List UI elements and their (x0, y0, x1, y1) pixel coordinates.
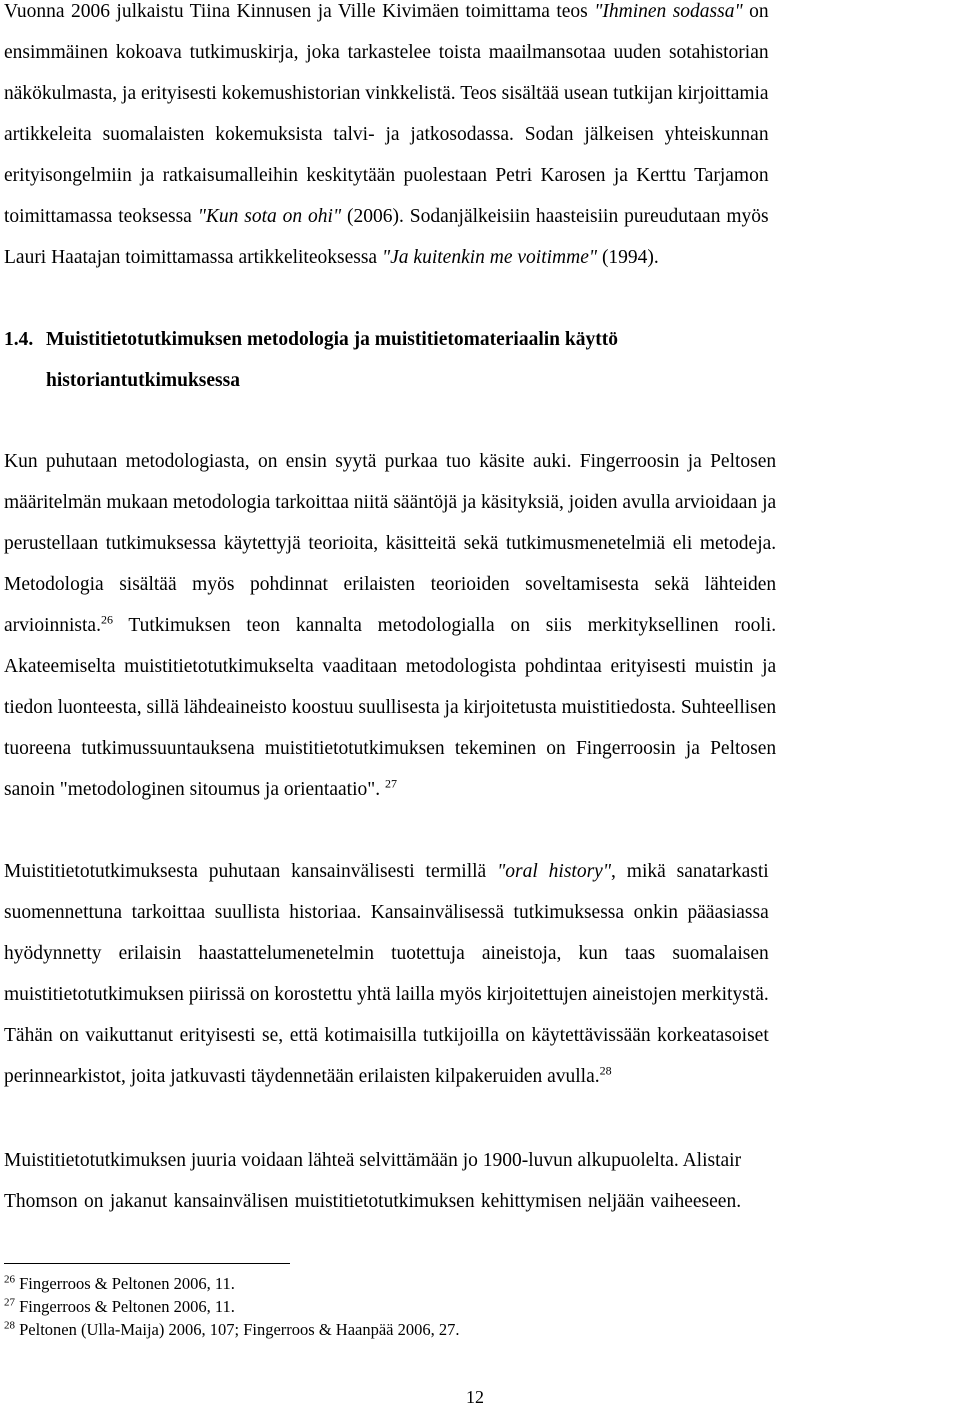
text-line: Akateemiselta muistitietotutkimukselta vaaditaan metodologista pohdintaa erityisesti muistin ja (4, 656, 777, 677)
footnote-ref[interactable]: 28 (599, 1063, 612, 1078)
text-line: ensimmäinen kokoava tutkimuskirja, joka tarkastelee toista maailmansotaa uuden sotahistorian (4, 42, 769, 63)
footnote-divider (4, 1263, 290, 1264)
paragraph-methodology (4, 441, 776, 810)
text-line: tiedon luonteesta, sillä lähdeaineisto koostuu suullisesta ja kirjoitetusta muistitiedosta. Suhteellisen (4, 697, 777, 718)
text-line: arvioinnista.$^{26}$ Tutkimuksen teon kannalta metodologialla on siis merkityksellinen rooli. (4, 612, 777, 636)
text-line: perustellaan tutkimuksessa käytettyjä teorioita, käsitteitä sekä tutkimusmenetelmiä eli metodeja. (4, 533, 777, 554)
text-line: perinnearkistot, joita jatkuvasti täydennetään erilaisten kilpakeruiden avulla.$^{28}$ (4, 1063, 612, 1087)
text-line: Vuonna 2006 julkaistu Tiina Kinnusen ja Ville Kivimäen toimittama teos "Ihminen sodassa" on (4, 1, 769, 22)
text-line: Metodologia sisältää myös pohdinnat erilaisten teorioiden soveltamisesta sekä lähteiden (4, 574, 777, 595)
text-line: Lauri Haatajan toimittamassa artikkeliteoksessa "Ja kuitenkin me voitimme" (1994). (4, 247, 659, 268)
text-line: Muistitietotutkimuksen juuria voidaan lähteä selvittämään jo 1900-luvun alkupuolelta. Alistair (4, 1150, 742, 1171)
footnotes (4, 1272, 460, 1341)
text-line: artikkeleita suomalaisten kokemuksista talvi- ja jatkosodassa. Sodan jälkeisen yhteiskunnan (4, 124, 769, 145)
text-line: Thomson on jakanut kansainvälisen muistitietotutkimuksen kehittymisen neljään vaiheeseen. (4, 1191, 742, 1212)
footnote-ref[interactable]: 27 (384, 776, 397, 791)
section-number: 1.4. (4, 329, 34, 350)
section-title-line2: historiantutkimuksessa (46, 370, 240, 391)
text-line: tuoreena tutkimussuuntauksena muistitietotutkimuksen tekeminen on Fingerroosin ja Peltosen (4, 738, 777, 759)
text-line: sanoin "metodologinen sitoumus ja orientaatio". $^{27}$ (4, 776, 397, 800)
section-title-line1: Muistitietotutkimuksen metodologia ja muistitietomateriaalin käyttö (46, 329, 618, 350)
text-line: määritelmän mukaan metodologia tarkoittaa niitä sääntöjä ja käsityksiä, joiden avulla arvioidaan ja (4, 492, 777, 513)
footnote-item: $^{28}$ Peltonen (Ulla-Maija) 2006, 107; Fingerroos & Haanpää 2006, 27. (4, 1319, 460, 1339)
page-number: 12 (466, 1387, 484, 1407)
text-line: hyödynnetty erilaisin haastattelumenetelmin tuotettuja aineistoja, kun taas suomalaisen (4, 943, 769, 964)
text-line: toimittamassa teoksessa "Kun sota on ohi" (2006). Sodanjälkeisiin haasteisiin pureudutaan myös (4, 206, 769, 227)
paragraph-oral-history (4, 851, 769, 1097)
section-heading (4, 319, 618, 401)
footnote-ref[interactable]: 26 (100, 612, 113, 627)
text-line: erityisongelmiin ja ratkaisumalleihin keskitytään puolestaan Petri Karosen ja Kerttu Tarjamon (4, 165, 769, 186)
paragraph-roots (4, 1140, 741, 1222)
text-line: näkökulmasta, ja erityisesti kokemushistorian vinkkelistä. Teos sisältää usean tutkijan kirjoittamia (4, 83, 769, 104)
paragraph-intro (4, 0, 769, 278)
text-line: Muistitietotutkimuksesta puhutaan kansainvälisesti termillä "oral history", mikä sanatarkasti (4, 861, 769, 882)
text-line: muistitietotutkimuksen piirissä on korostettu yhtä lailla myös kirjoitettujen aineistojen merkitystä. (4, 984, 769, 1005)
footnote-item: $^{26}$ Fingerroos & Peltonen 2006, 11. (4, 1273, 235, 1293)
text-line: Tähän on vaikuttanut erityisesti se, että kotimaisilla tutkijoilla on käytettävissään korkeatasoiset (4, 1025, 769, 1046)
text-line: Kun puhutaan metodologiasta, on ensin syytä purkaa tuo käsite auki. Fingerroosin ja Peltosen (4, 451, 777, 472)
text-line: suomennettuna tarkoittaa suullista historiaa. Kansainvälisessä tutkimuksessa onkin pääasiassa (4, 902, 769, 923)
footnote-item: $^{27}$ Fingerroos & Peltonen 2006, 11. (4, 1296, 235, 1316)
